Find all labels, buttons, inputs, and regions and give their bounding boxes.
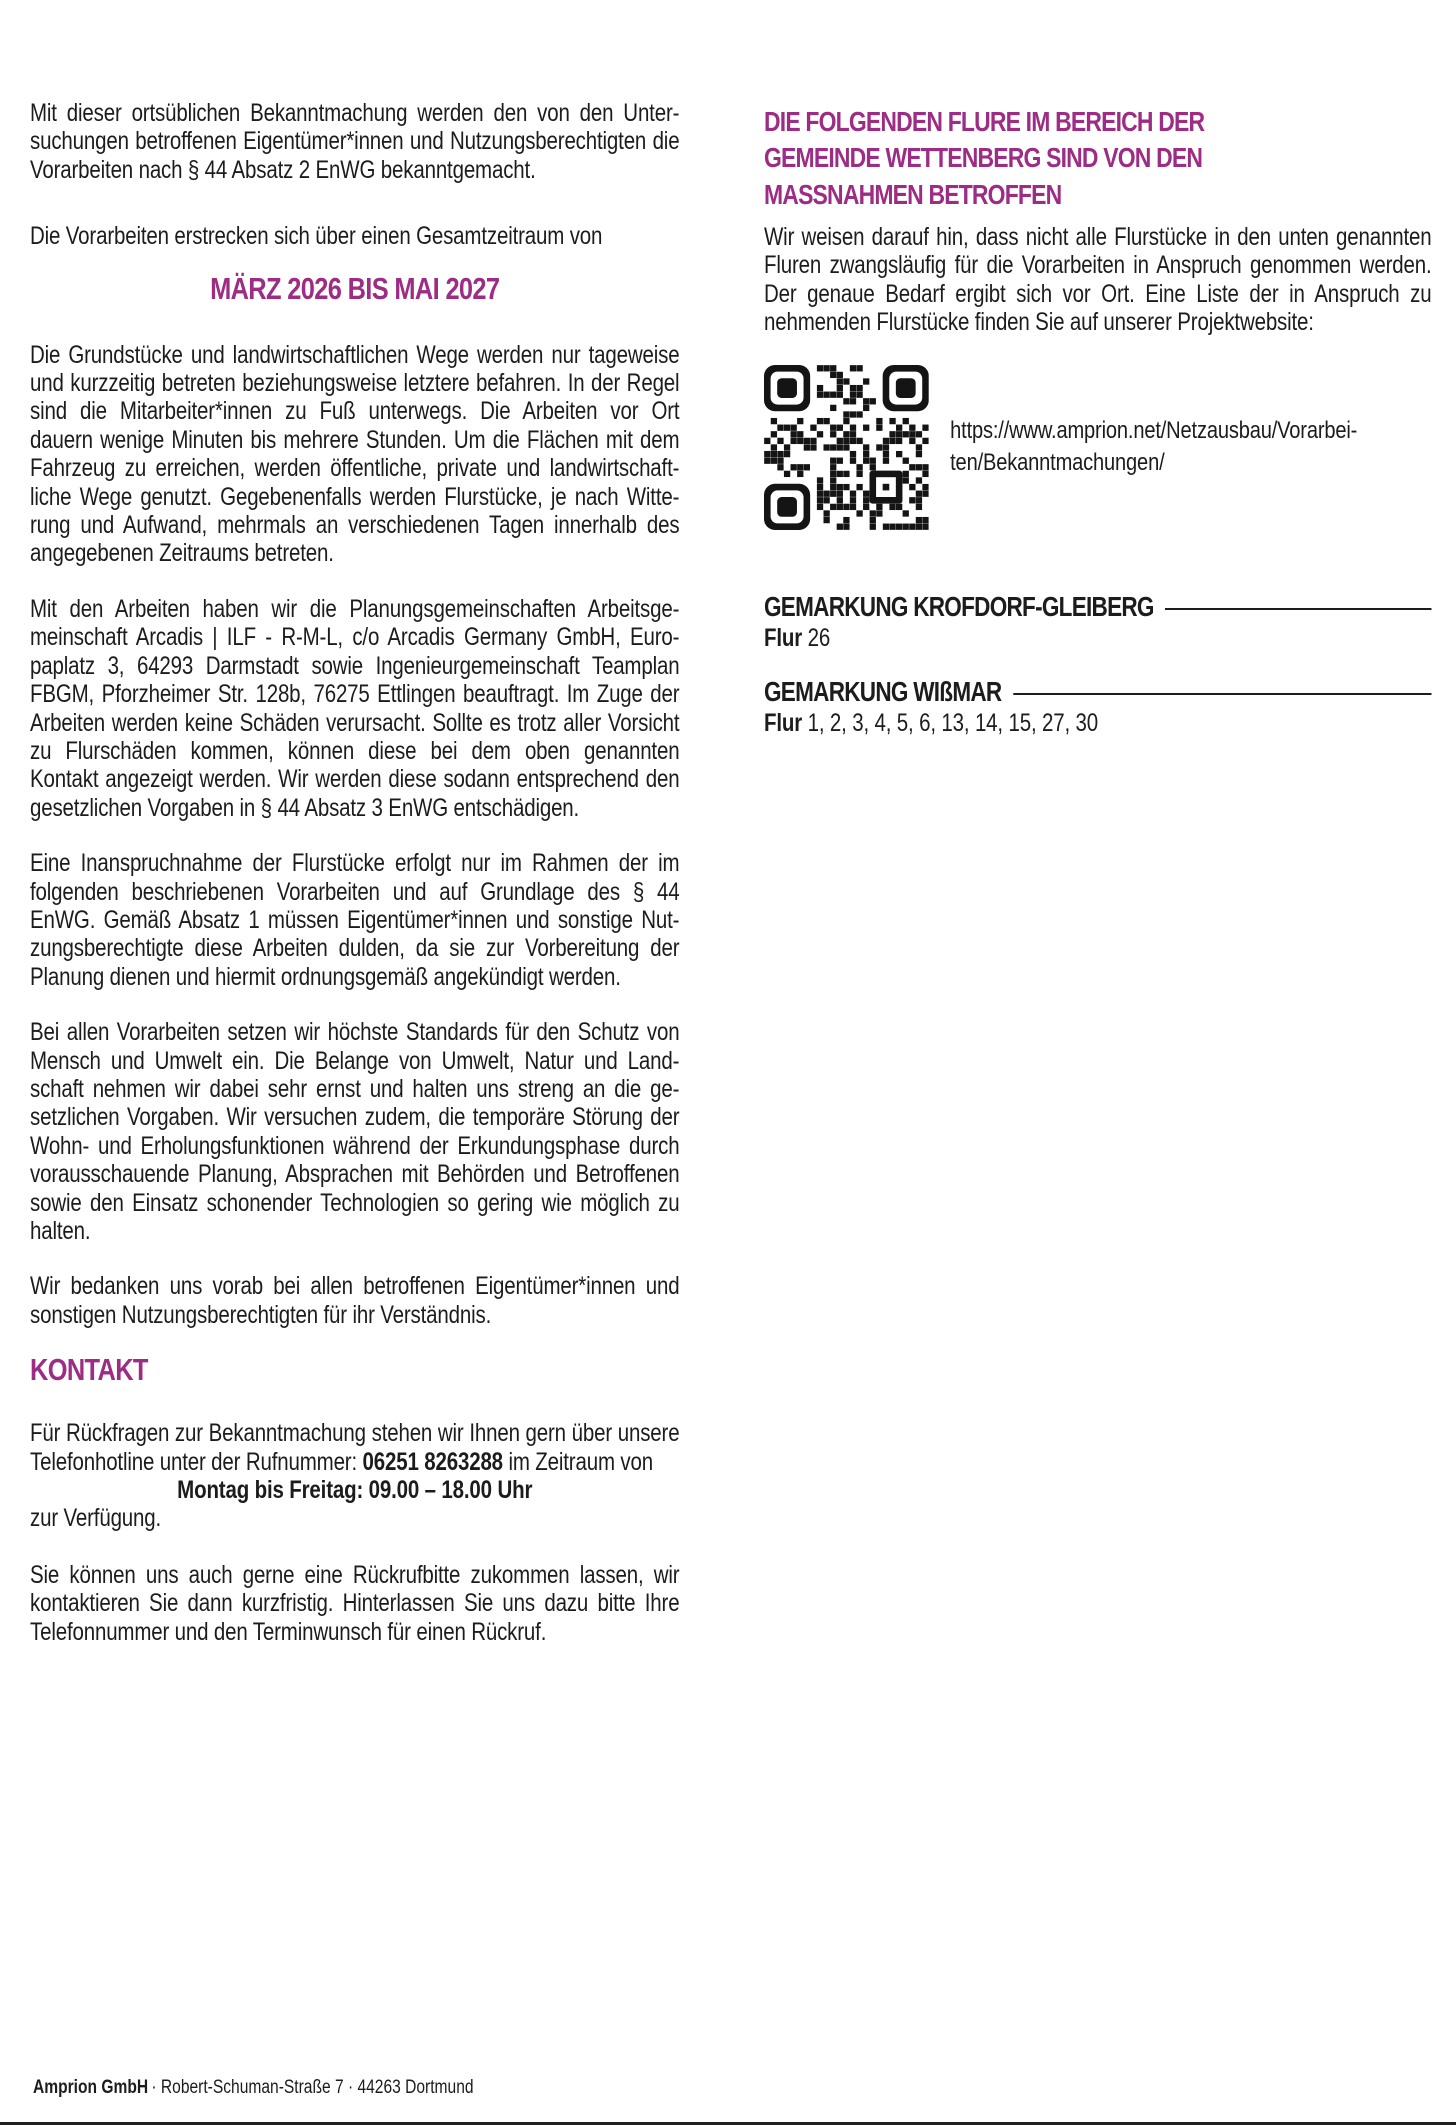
right-column	[764, 104, 1431, 737]
project-url-line-2: ten/Bekanntmachungen/	[950, 449, 1165, 477]
hotline-paragraph	[30, 1419, 679, 1476]
affected-flure-heading: DIE FOLGENDEN FLURE IM BEREICH DER GEMEINDE WETTENBERG SIND VON DEN MASSNAHMEN BETROFFEN	[764, 106, 1205, 210]
project-url-line-1: https://www.amprion.net/Netzausbau/Vorarbei-	[950, 417, 1358, 445]
flure-intro-paragraph: Wir weisen darauf hin, dass nicht alle Flurstücke in den unten genannten Fluren zwangsläufig für die Vorarbeiten in Anspruch genommen werden. Der genaue Bedarf ergibt sich vor Ort. Eine Liste der in Anspruch zu nehmenden Flurstücke finden Sie auf unserer Projektwebsite:	[764, 222, 1432, 337]
footer	[33, 2077, 689, 2099]
company-address: · Robert-Schuman-Straße 7 · 44263 Dortmund	[151, 2077, 474, 2098]
date-range-heading: MÄRZ 2026 BIS MAI 2027	[210, 270, 500, 306]
kontakt-heading: KONTAKT	[30, 1352, 148, 1388]
callback-paragraph: Sie können uns auch gerne eine Rückrufbitte zukommen lassen, wir kontaktieren Sie dann kurzfristig. Hinterlassen Sie uns dazu bitte Ihre Telefonnummer und den Terminwunsch für einen Rückruf.	[30, 1560, 680, 1646]
gemarkung-rule	[1165, 608, 1431, 610]
contractors-paragraph: Mit den Arbeiten haben wir die Planungsgemeinschaften Arbeitsgemeinschaft Arcadis | ILF - R-M-L, c/o Arcadis Germany GmbH, Europaplatz 3, 64293 Darmstadt sowie Ingenieurgemeinschaft Teamplan FBGM, Pforzheimer Str. 128b, 76275 Ettlingen beauftragt. Im Zuge der Arbeiten werden keine Schäden verursacht. Sollte es trotz aller Vorsicht zu Flurschäden kommen, können diese bei dem oben genannten Kontakt angezeigt werden. Wir werden diese sodann entsprechend den gesetzlichen Vorgaben in § 44 Absatz 3 EnWG entschädigen.	[30, 594, 680, 822]
gemarkung-name: GEMARKUNG WIßMAR	[764, 675, 1002, 707]
hotline-text-suffix: im Zeitraum von	[502, 1447, 653, 1476]
legal-basis-paragraph: Eine Inanspruchnahme der Flurstücke erfolgt nur im Rahmen der im folgenden beschriebenen Vorarbeiten und auf Grundlage des § 44 EnWG. Gemäß Absatz 1 müssen Eigentümer*innen und sonstige Nutzungsberechtigte diese Arbeiten dulden, da sie zur Vorbereitung der Planung dienen und hiermit ordnungsgemäß angekündigt werden.	[30, 849, 680, 991]
gemarkung-heading-row	[764, 592, 1431, 622]
flur-values: 26	[807, 623, 831, 652]
flur-line	[764, 624, 1431, 652]
flur-line	[764, 709, 1431, 737]
gemarkung-heading-row	[764, 677, 1431, 707]
service-hours: Montag bis Freitag: 09.00 – 18.00 Uhr	[177, 1476, 533, 1505]
qr-row	[764, 365, 1431, 530]
thanks-paragraph: Wir bedanken uns vorab bei allen betroffenen Eigentümer*innen und sonstigen Nutzungsberechtigten für ihr Verständnis.	[30, 1272, 680, 1329]
hotline-text-prefix: Für Rückfragen zur Bekanntmachung stehen wir Ihnen gern über unsere Telefonhotline unter der Rufnummer:	[30, 1419, 680, 1476]
environment-paragraph: Bei allen Vorarbeiten setzen wir höchste Standards für den Schutz von Mensch und Umwelt ein. Die Belange von Umwelt, Natur und Landschaft nehmen wir dabei sehr ernst und halten uns streng an die gesetzlichen Vorgaben. Wir versuchen zudem, die temporäre Störung der Wohn- und Erholungsfunktionen während der Erkundungsphase durch vorausschauende Planung, Absprachen mit Behörden und Betroffenen sowie den Einsatz schonender Technologien so gering wie möglich zu halten.	[30, 1018, 680, 1245]
gemarkung-name: GEMARKUNG KROFDORF-GLEIBERG	[764, 590, 1154, 622]
phone-number: 06251 8263288	[362, 1447, 503, 1476]
intro-paragraph: Mit dieser ortsüblichen Bekanntmachung werden den von den Untersuchungen betroffenen Eigentümer*innen und Nutzungsberechtigten die Vorarbeiten nach § 44 Absatz 2 EnWG bekanntgemacht.	[30, 99, 680, 184]
availability-note: zur Verfügung.	[30, 1504, 162, 1533]
gemarkung-krofdorf-gleiberg	[764, 592, 1431, 652]
gemarkung-rule	[1013, 693, 1432, 695]
qr-code	[764, 365, 929, 530]
left-column	[30, 99, 679, 1646]
access-paragraph: Die Grundstücke und landwirtschaftlichen Wege werden nur tageweise und kurzzeitig betreten beziehungsweise letztere befahren. In der Regel sind die Mitarbeiter*innen zu Fuß unterwegs. Die Arbeiten vor Ort dauern wenige Minuten bis mehrere Stunden. Um die Flächen mit dem Fahrzeug zu erreichen, werden öffentliche, private und landwirtschaftliche Wege genutzt. Gegebenenfalls werden Flurstücke, je nach Witterung und Aufwand, mehrmals an verschiedenen Tagen innerhalb des angegebenen Zeitraums betreten.	[30, 340, 680, 568]
flur-label: Flur	[764, 623, 803, 652]
project-url	[950, 415, 1357, 479]
company-name: Amprion GmbH	[33, 2077, 149, 2098]
flur-label: Flur	[764, 708, 803, 737]
flur-values: 1, 2, 3, 4, 5, 6, 13, 14, 15, 27, 30	[807, 708, 1099, 737]
gemarkung-wissmar	[764, 677, 1431, 737]
duration-lead-paragraph: Die Vorarbeiten erstrecken sich über einen Gesamtzeitraum von	[30, 222, 603, 251]
